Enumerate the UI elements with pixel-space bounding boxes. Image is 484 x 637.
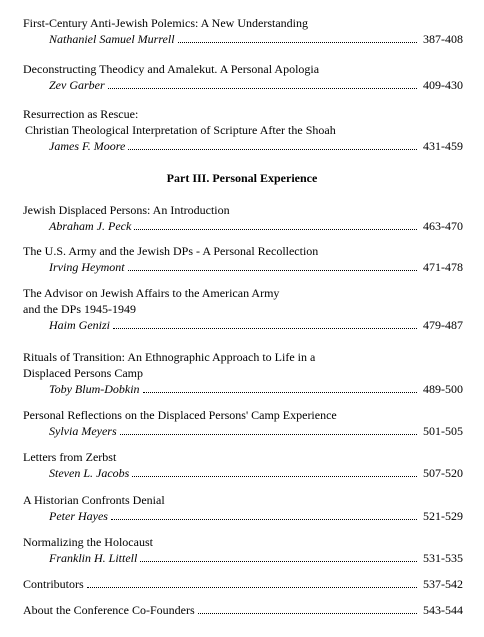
toc-entry-author: Irving Heymont bbox=[49, 260, 125, 274]
toc-entry-author-row bbox=[23, 259, 463, 275]
toc-entry-title: Deconstructing Theodicy and Amalekut. A Personal Apologia bbox=[23, 62, 320, 76]
toc-entry-title: Jewish Displaced Persons: An Introduction bbox=[23, 203, 230, 217]
toc-entry-author-row bbox=[23, 423, 463, 439]
toc-entry-author: James F. Moore bbox=[49, 139, 126, 153]
toc-entry-murrell bbox=[23, 15, 463, 47]
dot-leader bbox=[108, 77, 417, 89]
toc-entry-title: A Historian Confronts Denial bbox=[23, 493, 165, 507]
toc-entry-moore bbox=[23, 106, 463, 154]
toc-entry-title: Resurrection as Rescue: bbox=[23, 107, 139, 121]
dot-leader bbox=[111, 508, 417, 520]
toc-entry-hayes bbox=[23, 492, 463, 524]
toc-entry-author-row bbox=[23, 31, 463, 47]
toc-entry-title: Normalizing the Holocaust bbox=[23, 535, 153, 549]
toc-entry-author: Haim Genizi bbox=[49, 318, 110, 332]
toc-entry-pages: 431-459 bbox=[423, 139, 463, 153]
toc-entry-title: Rituals of Transition: An Ethnographic Approach to Life in a bbox=[23, 350, 316, 364]
toc-entry-pages: 543-544 bbox=[423, 603, 463, 617]
toc-entry-title-continued: Displaced Persons Camp bbox=[23, 366, 143, 380]
toc-entry-pages: 471-478 bbox=[423, 260, 463, 274]
toc-entry-title: The Advisor on Jewish Affairs to the American Army bbox=[23, 286, 280, 300]
toc-entry-flat-row bbox=[23, 602, 463, 618]
toc-entry-author: Zev Garber bbox=[49, 78, 105, 92]
dot-leader bbox=[140, 550, 417, 562]
toc-entry-author-row bbox=[23, 77, 463, 93]
toc-entry-author: Peter Hayes bbox=[49, 509, 108, 523]
toc-entry-peck bbox=[23, 202, 463, 234]
toc-entry-label: About the Conference Co-Founders bbox=[23, 603, 195, 617]
toc-entry-author-row bbox=[23, 508, 463, 524]
dot-leader bbox=[134, 218, 417, 230]
dot-leader bbox=[113, 317, 417, 329]
toc-entry-pages: 507-520 bbox=[423, 466, 463, 480]
dot-leader bbox=[143, 381, 417, 393]
toc-entry-pages: 501-505 bbox=[423, 424, 463, 438]
toc-entry-title-continued: Christian Theological Interpretation of Scripture After the Shoah bbox=[25, 123, 336, 137]
toc-entry-blum-dobkin bbox=[23, 349, 463, 397]
toc-entry-author: Abraham J. Peck bbox=[49, 219, 132, 233]
toc-entry-littell bbox=[23, 534, 463, 566]
dot-leader bbox=[198, 602, 417, 614]
toc-entry-author-row bbox=[23, 381, 463, 397]
dot-leader bbox=[128, 259, 417, 271]
toc-entry-pages: 387-408 bbox=[423, 32, 463, 46]
toc-entry-author-row bbox=[23, 465, 463, 481]
dot-leader bbox=[178, 31, 417, 43]
toc-entry-jacobs bbox=[23, 449, 463, 481]
toc-entry-author: Steven L. Jacobs bbox=[49, 466, 130, 480]
toc-entry-author: Sylvia Meyers bbox=[49, 424, 117, 438]
toc-entry-author-row bbox=[23, 317, 463, 333]
toc-entry-label: Contributors bbox=[23, 577, 84, 591]
toc-entry-garber bbox=[23, 61, 463, 93]
toc-entry-pages: 537-542 bbox=[423, 577, 463, 591]
dot-leader bbox=[132, 465, 417, 477]
toc-entry-pages: 489-500 bbox=[423, 382, 463, 396]
toc-entry-author: Nathaniel Samuel Murrell bbox=[49, 32, 175, 46]
toc-entry-title: The U.S. Army and the Jewish DPs - A Personal Recollection bbox=[23, 244, 319, 258]
toc-entry-author-row bbox=[23, 550, 463, 566]
toc-entry-heymont bbox=[23, 243, 463, 275]
toc-entry-pages: 531-535 bbox=[423, 551, 463, 565]
toc-entry-contributors bbox=[23, 576, 463, 592]
toc-entry-title-continued: and the DPs 1945-1949 bbox=[23, 302, 136, 316]
toc-entry-author: Toby Blum-Dobkin bbox=[49, 382, 140, 396]
toc-entry-author-row bbox=[23, 138, 463, 154]
toc-entry-pages: 409-430 bbox=[423, 78, 463, 92]
dot-leader bbox=[120, 423, 417, 435]
toc-entry-title: Letters from Zerbst bbox=[23, 450, 117, 464]
toc-entry-pages: 463-470 bbox=[423, 219, 463, 233]
dot-leader bbox=[128, 138, 417, 150]
dot-leader bbox=[87, 576, 417, 588]
toc-entry-author: Franklin H. Littell bbox=[49, 551, 138, 565]
toc-entry-genizi bbox=[23, 285, 463, 333]
toc-entry-author-row bbox=[23, 218, 463, 234]
toc-entry-pages: 479-487 bbox=[423, 318, 463, 332]
toc-entry-flat-row bbox=[23, 576, 463, 592]
toc-entry-meyers bbox=[23, 407, 463, 439]
toc-entry-title: Personal Reflections on the Displaced Persons' Camp Experience bbox=[23, 408, 337, 422]
toc-entry-pages: 521-529 bbox=[423, 509, 463, 523]
toc-entry-title: First-Century Anti-Jewish Polemics: A New Understanding bbox=[23, 16, 308, 30]
toc-entry-co-founders bbox=[23, 602, 463, 618]
section-heading: Part III. Personal Experience bbox=[166, 171, 318, 185]
